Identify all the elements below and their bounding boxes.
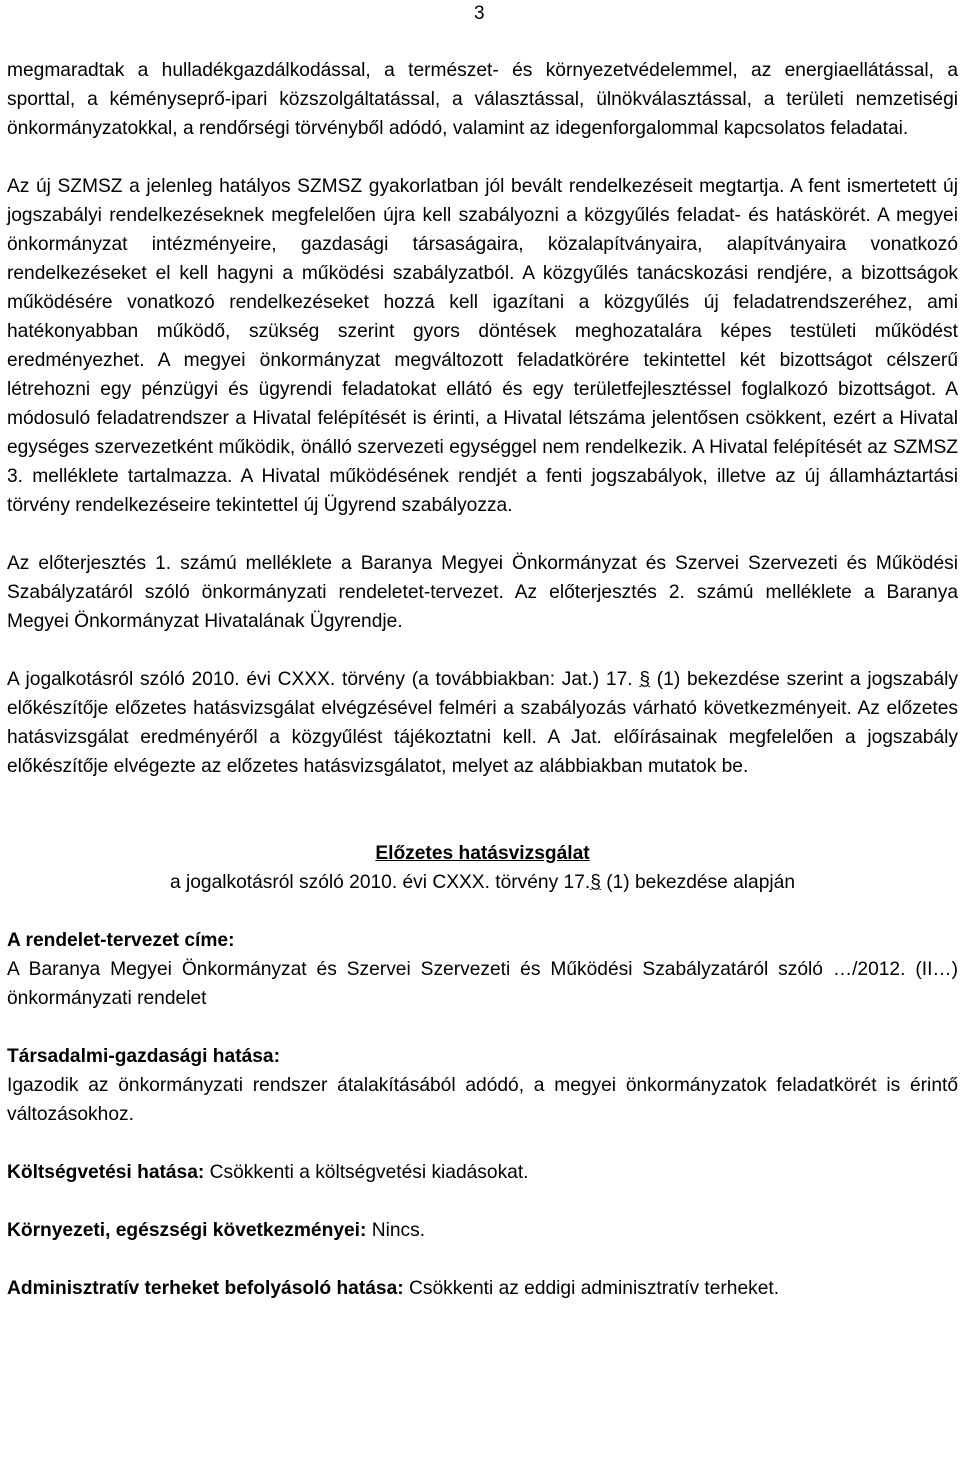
impact-intro-after: (1) bekezdése szerint a jogszabály előkészítője előzetes hatásvizsgálat elvégzésével felméri a szabályozás várható következményeit. Az előzetes hatásvizsgálat eredményéről a közgyűlést tájékoztatni kell. A Jat. előírásainak megfelelően a jogszabály előkészítője elvégezte az előzetes hatásvizsgálatot, melyet az alábbiakban mutatok be. — [7, 669, 958, 777]
paragraph-competences: megmaradtak a hulladékgazdálkodással, a természet- és környezetvédelemmel, az energiaellátással, a sporttal, a kéményseprő-ipari közszolgáltatással, a választással, ülnökválasztással, a területi nemzetiségi önkormányzatokkal, a rendőrségi törvényből adódó, valamint az idegenforgalommal kapcsolatos feladatai. — [7, 60, 958, 139]
administrative-impact: Adminisztratív terheket befolyásoló hatása: Csökkenti az eddigi adminisztratív terheket. — [7, 1278, 780, 1299]
environmental-impact: Környezeti, egészségi következményei: Nincs. — [7, 1220, 426, 1241]
impact-intro-before: A jogalkotásról szóló 2010. évi CXXX. törvény (a továbbiakban: Jat.) 17. — [7, 669, 640, 690]
regulation-title-text: A Baranya Megyei Önkormányzat és Szervei Szervezeti és Működési Szabályzatáról szóló …/2012. (II…) önkormányzati rendelet — [7, 959, 958, 1009]
section-sign: § — [639, 669, 651, 690]
social-impact-heading: Társadalmi-gazdasági hatása: — [7, 1046, 280, 1067]
budget-impact: Költségvetési hatása: Csökkenti a költségvetési kiadásokat. — [7, 1162, 529, 1183]
paragraph-attachments: Az előterjesztés 1. számú melléklete a Baranya Megyei Önkormányzat és Szervei Szervezeti és Működési Szabályzatáról szóló önkormányzati rendeletet-tervezet. Az előterjesztés 2. számú melléklete a Baranya Megyei Önkormányzat Hivatalának Ügyrendje. — [7, 553, 958, 632]
document-body — [7, 56, 958, 1303]
regulation-title-heading: A rendelet-tervezet címe: — [7, 930, 235, 951]
paragraph-new-szmsz: Az új SZMSZ a jelenleg hatályos SZMSZ gyakorlatban jól bevált rendelkezéseit megtartja. A fent ismertetett új jogszabályi rendelkezéseknek megfelelően újra kell szabályozni a közgyűlés feladat- és hatáskörét. A megyei önkormányzat intézményeire, gazdasági társaságaira, közalapítványaira, alapítványaira vonatkozó rendelkezéseket el kell hagyni a működési szabályzatból. A közgyűlés tanácskozási rendjére, a bizottságok működésére vonatkozó rendelkezéseket hozzá kell igazítani a közgyűlés új feladatrendszeréhez, ami hatékonyabban működő, szükség szerint gyors döntések meghozatalára képes testületi működést eredményezhet. A megyei önkormányzat megváltozott feladatkörére tekintettel két bizottságot célszerű létrehozni egy pénzügyi és ügyrendi feladatokat ellátó és egy területfejlesztéssel foglalkozó bizottságot. A módosuló feladatrendszer a Hivatal felépítését is érinti, a Hivatal létszáma jelentősen csökkent, ezért a Hivatal egységes szervezetként működik, önálló szervezeti egységgel nem rendelkezik. A Hivatal felépítését az SZMSZ 3. melléklete tartalmazza. A Hivatal működésének rendjét a fenti jogszabályok, illetve az új államháztartási törvény rendelkezéseire tekintettel új Ügyrend szabályozza. — [7, 176, 958, 516]
assessment-subtitle: a jogalkotásról szóló 2010. évi CXXX. törvény 17.§ (1) bekezdése alapján — [169, 872, 796, 893]
social-impact-text: Igazodik az önkormányzati rendszer átalakításából adódó, a megyei önkormányzatok feladatkörét is érintő változásokhoz. — [7, 1075, 958, 1125]
assessment-title: Előzetes hatásvizsgálat — [375, 843, 590, 864]
page-number: 3 — [474, 3, 485, 24]
paragraph-impact-intro — [7, 665, 958, 781]
section-sign: § — [590, 872, 601, 893]
